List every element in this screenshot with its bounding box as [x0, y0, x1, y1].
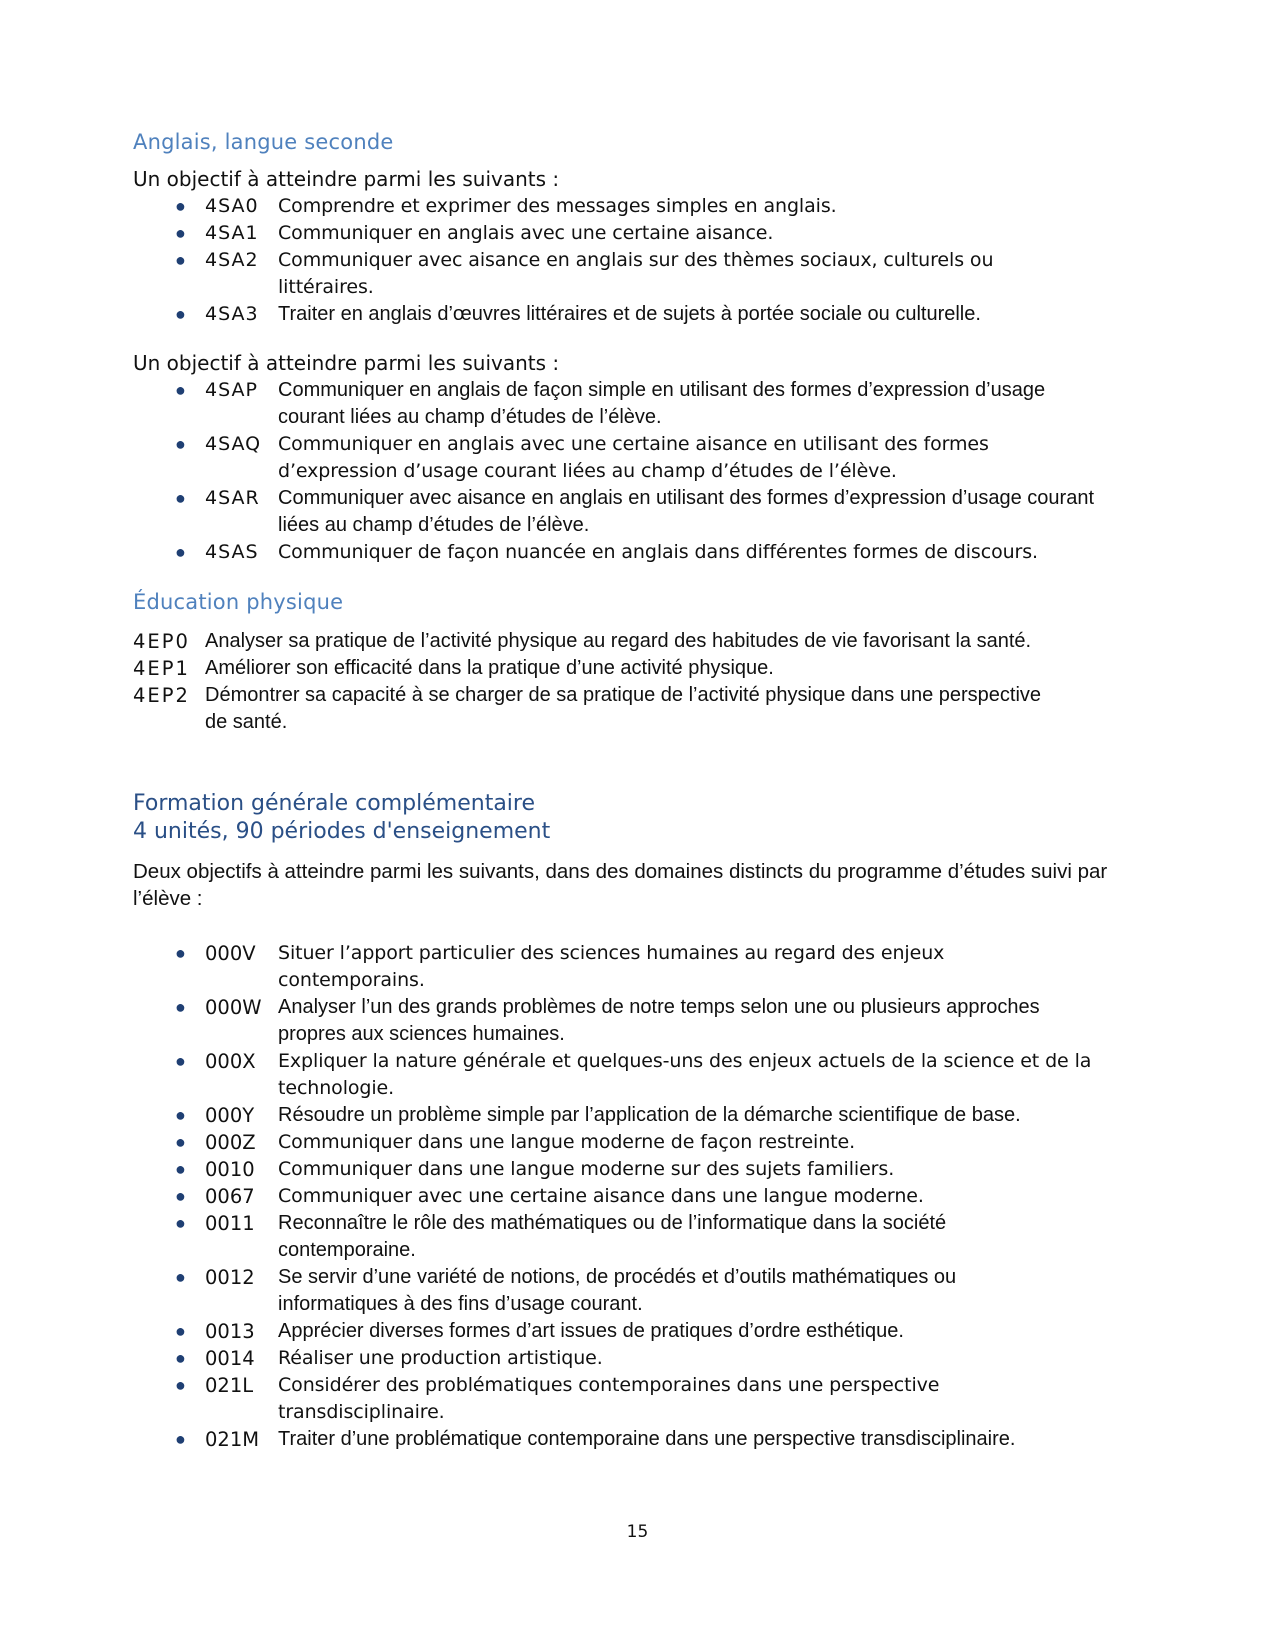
document-page — [133, 128, 1133, 1453]
list-item — [133, 1129, 1133, 1156]
list-item — [133, 1156, 1133, 1183]
objective-text: Résoudre un problème simple par l’application de la démarche scientifique de base. — [278, 1104, 1021, 1126]
objective-code: 021L — [205, 1374, 254, 1397]
objective-text: Communiquer de façon nuancée en anglais dans différentes formes de discours. — [278, 541, 1038, 563]
objective-code: 4EP1 — [133, 657, 190, 680]
bullet-icon: ● — [175, 304, 186, 324]
objective-text: Communiquer avec aisance en anglais sur des thèmes sociaux, culturels ou littéraires. — [278, 249, 994, 298]
bullet-icon: ● — [175, 196, 186, 216]
section-education-physique — [133, 588, 1133, 736]
list-item — [133, 1318, 1133, 1345]
objective-code: 0013 — [205, 1320, 255, 1343]
list-item — [133, 1183, 1133, 1210]
section-subheading-units: 4 unités, 90 périodes d'enseignement — [133, 819, 551, 844]
bullet-icon: ● — [175, 250, 186, 270]
objective-code: 4SAP — [205, 379, 258, 401]
bullet-icon: ● — [175, 434, 186, 454]
intro-text: Un objectif à atteindre parmi les suivants : — [133, 167, 560, 191]
bullet-icon: ● — [175, 1051, 186, 1071]
bullet-icon: ● — [175, 943, 186, 963]
list-item — [133, 628, 1133, 655]
objective-text: Communiquer avec aisance en anglais en utilisant des formes d’expression d’usage courant liées au champ d’études de l’élève. — [278, 487, 1095, 536]
objective-text: Communiquer en anglais avec une certaine aisance en utilisant des formes d’expression d’usage courant liées au champ d’études de l’élève. — [278, 433, 989, 482]
objective-text: Traiter d’une problématique contemporaine dans une perspective transdisciplinaire. — [278, 1428, 1016, 1450]
list-item — [133, 220, 1133, 247]
list-item — [133, 193, 1133, 220]
bullet-icon: ● — [175, 380, 186, 400]
objective-list — [133, 940, 1133, 1453]
section-heading-formation-generale: Formation générale complémentaire — [133, 791, 536, 816]
objective-text: Améliorer son efficacité dans la pratique d’une activité physique. — [205, 657, 774, 679]
objective-code: 4SA3 — [205, 303, 259, 325]
objective-text: Communiquer dans une langue moderne sur des sujets familiers. — [278, 1158, 895, 1180]
objective-code: 4SA1 — [205, 222, 259, 244]
intro-text: Un objectif à atteindre parmi les suivants : — [133, 351, 560, 375]
objective-text: Apprécier diverses formes d’art issues de pratiques d’ordre esthétique. — [278, 1320, 904, 1342]
bullet-icon: ● — [175, 1159, 186, 1179]
objective-code: 0012 — [205, 1266, 255, 1289]
objective-text: Analyser sa pratique de l’activité physique au regard des habitudes de vie favorisant la santé. — [205, 630, 1032, 652]
objective-code: 0014 — [205, 1347, 255, 1370]
objective-text: Traiter en anglais d’œuvres littéraires et de sujets à portée sociale ou culturelle. — [278, 303, 981, 325]
section-heading-anglais: Anglais, langue seconde — [133, 130, 394, 154]
bullet-icon: ● — [175, 1375, 186, 1395]
list-item — [133, 1345, 1133, 1372]
list-item — [133, 655, 1133, 682]
list-item — [133, 1102, 1133, 1129]
objective-list — [133, 193, 1133, 328]
section-formation-generale — [133, 790, 1133, 1453]
objective-code: 4SAS — [205, 541, 259, 563]
list-item — [133, 1426, 1133, 1453]
page-number: 15 — [626, 1522, 649, 1542]
objective-text: Démontrer sa capacité à se charger de sa pratique de l’activité physique dans une perspective de santé. — [205, 684, 1042, 733]
bullet-icon: ● — [175, 1132, 186, 1152]
objective-text: Communiquer dans une langue moderne de façon restreinte. — [278, 1131, 856, 1153]
bullet-icon: ● — [175, 542, 186, 562]
list-item — [133, 301, 1133, 328]
objective-code: 4SAR — [205, 487, 260, 509]
list-item — [133, 485, 1133, 539]
objective-code: 0010 — [205, 1158, 255, 1181]
intro-text: Deux objectifs à atteindre parmi les suivants, dans des domaines distincts du programme d’études suivi par l’élève : — [133, 860, 1108, 910]
bullet-icon: ● — [175, 488, 186, 508]
list-item — [133, 1264, 1133, 1318]
section-heading-education-physique: Éducation physique — [133, 590, 344, 614]
list-item — [133, 1372, 1133, 1426]
objective-text: Réaliser une production artistique. — [278, 1347, 603, 1369]
bullet-icon: ● — [175, 1213, 186, 1233]
list-item — [133, 994, 1133, 1048]
objective-text: Communiquer avec une certaine aisance dans une langue moderne. — [278, 1185, 924, 1207]
list-item — [133, 682, 1133, 736]
objective-code: 000V — [205, 942, 256, 965]
bullet-icon: ● — [175, 1348, 186, 1368]
bullet-icon: ● — [175, 1429, 186, 1449]
bullet-icon: ● — [175, 223, 186, 243]
bullet-icon: ● — [175, 997, 186, 1017]
bullet-icon: ● — [175, 1321, 186, 1341]
list-item — [133, 247, 1133, 301]
list-item — [133, 1210, 1133, 1264]
objective-code: 4SAQ — [205, 433, 262, 455]
list-item — [133, 539, 1133, 566]
list-item — [133, 940, 1133, 994]
section-anglais — [133, 128, 1133, 566]
objective-text: Comprendre et exprimer des messages simples en anglais. — [278, 195, 837, 217]
objective-text: Situer l’apport particulier des sciences humaines au regard des enjeux contemporains. — [278, 942, 945, 991]
objective-code: 0067 — [205, 1185, 255, 1208]
list-item — [133, 1048, 1133, 1102]
objective-code: 021M — [205, 1428, 260, 1451]
list-item — [133, 431, 1133, 485]
objective-code: 4SA2 — [205, 249, 259, 271]
objective-code: 4EP0 — [133, 630, 190, 653]
objective-text: Analyser l’un des grands problèmes de notre temps selon une ou plusieurs approches propres aux sciences humaines. — [278, 996, 1040, 1045]
objective-text: Communiquer en anglais avec une certaine aisance. — [278, 222, 774, 244]
objective-list — [133, 377, 1133, 566]
objective-code: 000X — [205, 1050, 256, 1073]
objective-text: Reconnaître le rôle des mathématiques ou de l’informatique dans la société contemporaine. — [278, 1212, 947, 1261]
objective-text: Expliquer la nature générale et quelques-uns des enjeux actuels de la science et de la technologie. — [278, 1050, 1092, 1099]
objective-code: 000W — [205, 996, 262, 1019]
objective-text: Se servir d’une variété de notions, de procédés et d’outils mathématiques ou informatiques à des fins d’usage courant. — [278, 1266, 957, 1315]
objective-text: Communiquer en anglais de façon simple en utilisant des formes d’expression d’usage courant liées au champ d’études de l’élève. — [278, 379, 1046, 428]
bullet-icon: ● — [175, 1267, 186, 1287]
list-item — [133, 377, 1133, 431]
bullet-icon: ● — [175, 1105, 186, 1125]
objective-code: 0011 — [205, 1212, 255, 1235]
objective-code: 000Y — [205, 1104, 255, 1127]
objective-code: 4SA0 — [205, 195, 259, 217]
objective-code: 000Z — [205, 1131, 256, 1154]
objective-code: 4EP2 — [133, 684, 190, 707]
bullet-icon: ● — [175, 1186, 186, 1206]
objective-list — [133, 628, 1133, 736]
objective-text: Considérer des problématiques contemporaines dans une perspective transdisciplinaire. — [278, 1374, 940, 1423]
